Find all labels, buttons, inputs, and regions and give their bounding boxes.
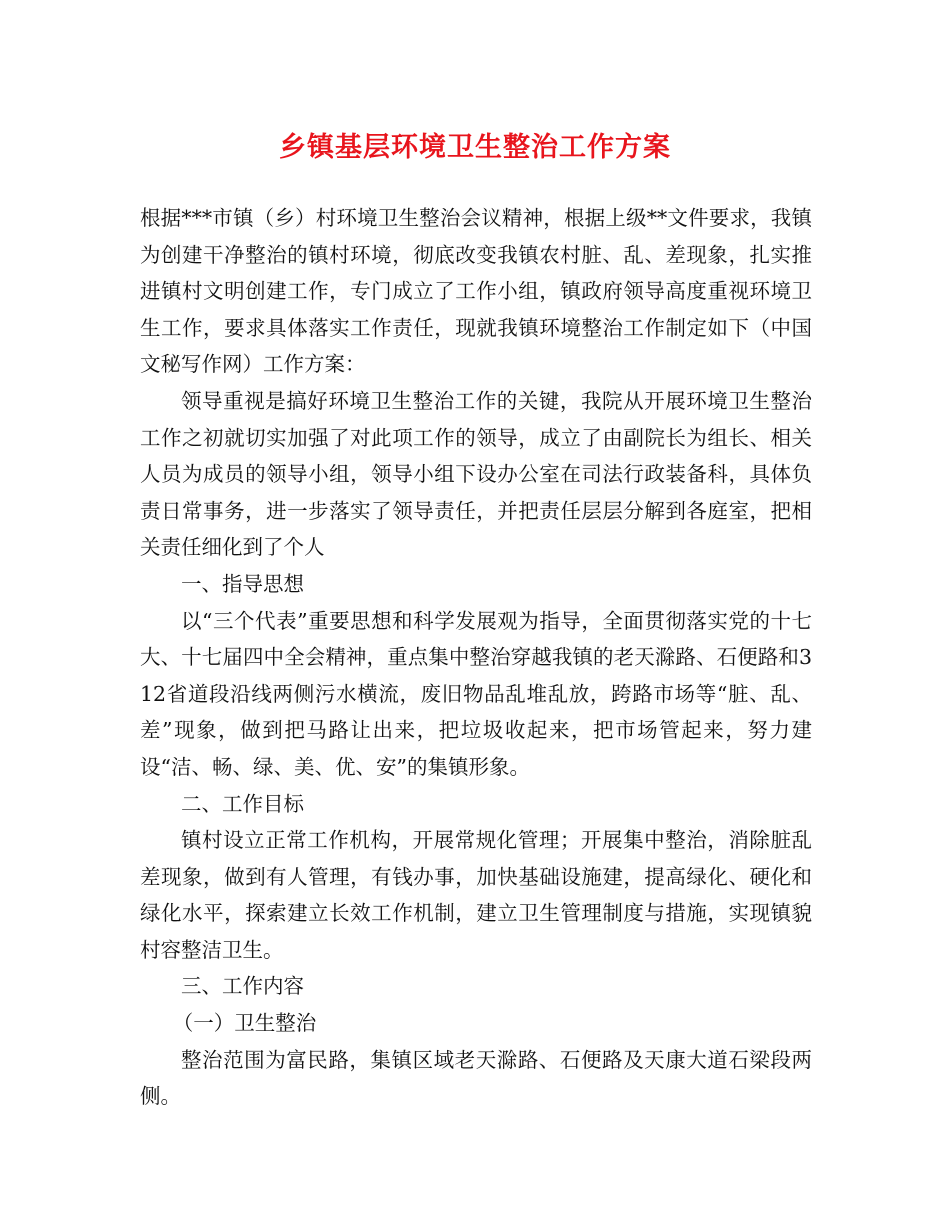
paragraph-leadership: 领导重视是搞好环境卫生整治工作的关键，我院从开展环境卫生整治工作之初就切实加强了对此项工作的领导，成立了由副院长为组长、相关人员为成员的领导小组，领导小组下设办公室在司法行政装备科，具体负责日常事务，进一步落实了领导责任，并把责任层层分解到各庭室，把相关责任细化到了个人 bbox=[140, 388, 812, 560]
document-body bbox=[140, 200, 812, 1115]
paragraph-sanitation-scope: 整治范围为富民路，集镇区域老天滁路、石便路及天康大道石梁段两侧。 bbox=[140, 1047, 812, 1109]
section-heading-work-goals: 二、工作目标 bbox=[181, 791, 304, 816]
subsection-heading-sanitation: （一）卫生整治 bbox=[172, 1011, 317, 1036]
document-title: 乡镇基层环境卫生整治工作方案 bbox=[279, 132, 671, 163]
paragraph-intro: 根据***市镇（乡）村环境卫生整治会议精神，根据上级**文件要求，我镇为创建干净整治的镇村环境，彻底改变我镇农村脏、乱、差现象，扎实推进镇村文明创建工作，专门成立了工作小组，镇政府领导高度重视环境卫生工作，要求具体落实工作责任，现就我镇环境整治工作制定如下（中国文秘写作网）工作方案： bbox=[140, 206, 812, 377]
section-heading-work-content: 三、工作内容 bbox=[181, 974, 304, 999]
paragraph-work-goals: 镇村设立正常工作机构，开展常规化管理；开展集中整治，消除脏乱差现象，做到有人管理，有钱办事，加快基础设施建，提高绿化、硬化和绿化水平，探索建立长效工作机制，建立卫生管理制度与措施，实现镇貌村容整洁卫生。 bbox=[140, 828, 812, 962]
paragraph-guiding-ideology: 以“三个代表”重要思想和科学发展观为指导，全面贯彻落实党的十七大、十七届四中全会精神，重点集中整治穿越我镇的老天滁路、石便路和312省道段沿线两侧污水横流，废旧物品乱堆乱放，跨路市场等“脏、乱、差”现象，做到把马路让出来，把垃圾收起来，把市场管起来，努力建设“洁、畅、绿、美、优、安”的集镇形象。 bbox=[140, 608, 812, 779]
section-heading-guiding-ideology: 一、指导思想 bbox=[181, 571, 304, 596]
